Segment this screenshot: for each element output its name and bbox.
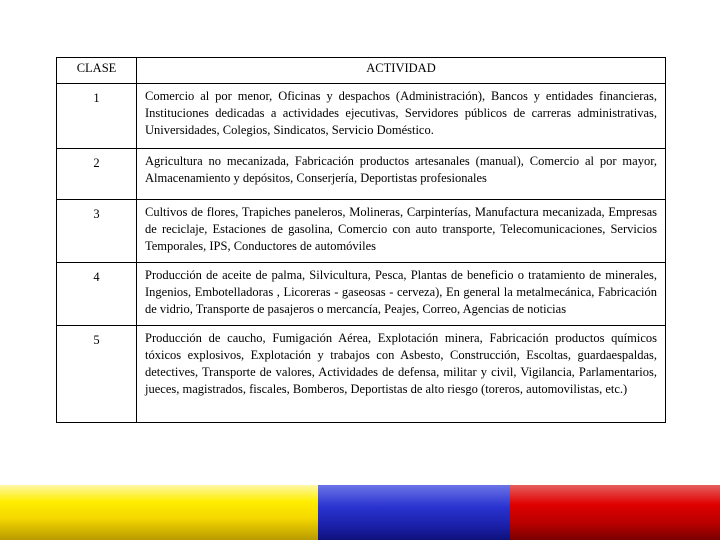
actividad-text: Producción de aceite de palma, Silvicultura, Pesca, Plantas de beneficio o tratamiento de minerales, Ingenios, Embotelladoras , Licoreras - gaseosas - cerveza), En general la metalmecánica, Fabricación de vidrio, Transporte de pasajeros o mercancía, Peajes, Correo, Agencias de noticias — [145, 268, 657, 316]
actividad-text: Comercio al por menor, Oficinas y despachos (Administración), Bancos y entidades financieras, Instituciones dedicadas a actividades ejecutivas, Servidores públicos de carreras administrativas, Universidades, Colegios, Sindicatos, Servicio Doméstico. — [145, 89, 657, 137]
actividad-text: Cultivos de flores, Trapiches paneleros, Molineras, Carpinterías, Manufactura mecanizada, Empresas de reciclaje, Estaciones de gasolina, Comercio con auto transporte, Telecomunicaciones, Servicios Temporales, IPS, Conductores de automóviles — [145, 205, 657, 253]
header-actividad: ACTIVIDAD — [137, 58, 666, 84]
risk-class-table — [56, 57, 666, 423]
clase-cell: 3 — [57, 200, 137, 263]
flag-red-stripe — [510, 485, 720, 540]
actividad-cell — [137, 84, 666, 149]
clase-cell: 1 — [57, 84, 137, 149]
actividad-text: Agricultura no mecanizada, Fabricación productos artesanales (manual), Comercio al por mayor, Almacenamiento y depósitos, Conserjería, Deportistas profesionales — [145, 154, 657, 185]
flag-blue-stripe — [318, 485, 510, 540]
table-header-row — [57, 58, 666, 84]
actividad-cell — [137, 263, 666, 326]
actividad-cell — [137, 149, 666, 200]
actividad-cell — [137, 200, 666, 263]
clase-cell: 5 — [57, 326, 137, 423]
table-row — [57, 263, 666, 326]
table-row — [57, 326, 666, 423]
clase-cell: 2 — [57, 149, 137, 200]
table-row — [57, 200, 666, 263]
table-row — [57, 84, 666, 149]
clase-cell: 4 — [57, 263, 137, 326]
table-row — [57, 149, 666, 200]
flag-yellow-stripe — [0, 485, 318, 540]
actividad-text: Producción de caucho, Fumigación Aérea, Explotación minera, Fabricación productos químicos tóxicos explosivos, Explotación y trabajos con Asbesto, Construcción, Escoltas, guardaespaldas, detectives, Transporte de valores, Actividades de defensa, militar y civil, Vigilancia, Parlamentarios, jueces, magistrados, fiscales, Bomberos, Deportistas de alto riesgo (toreros, automovilistas, etc.) — [145, 331, 657, 396]
header-clase: CLASE — [57, 58, 137, 84]
flag-footer-bar — [0, 485, 720, 540]
actividad-cell — [137, 326, 666, 423]
